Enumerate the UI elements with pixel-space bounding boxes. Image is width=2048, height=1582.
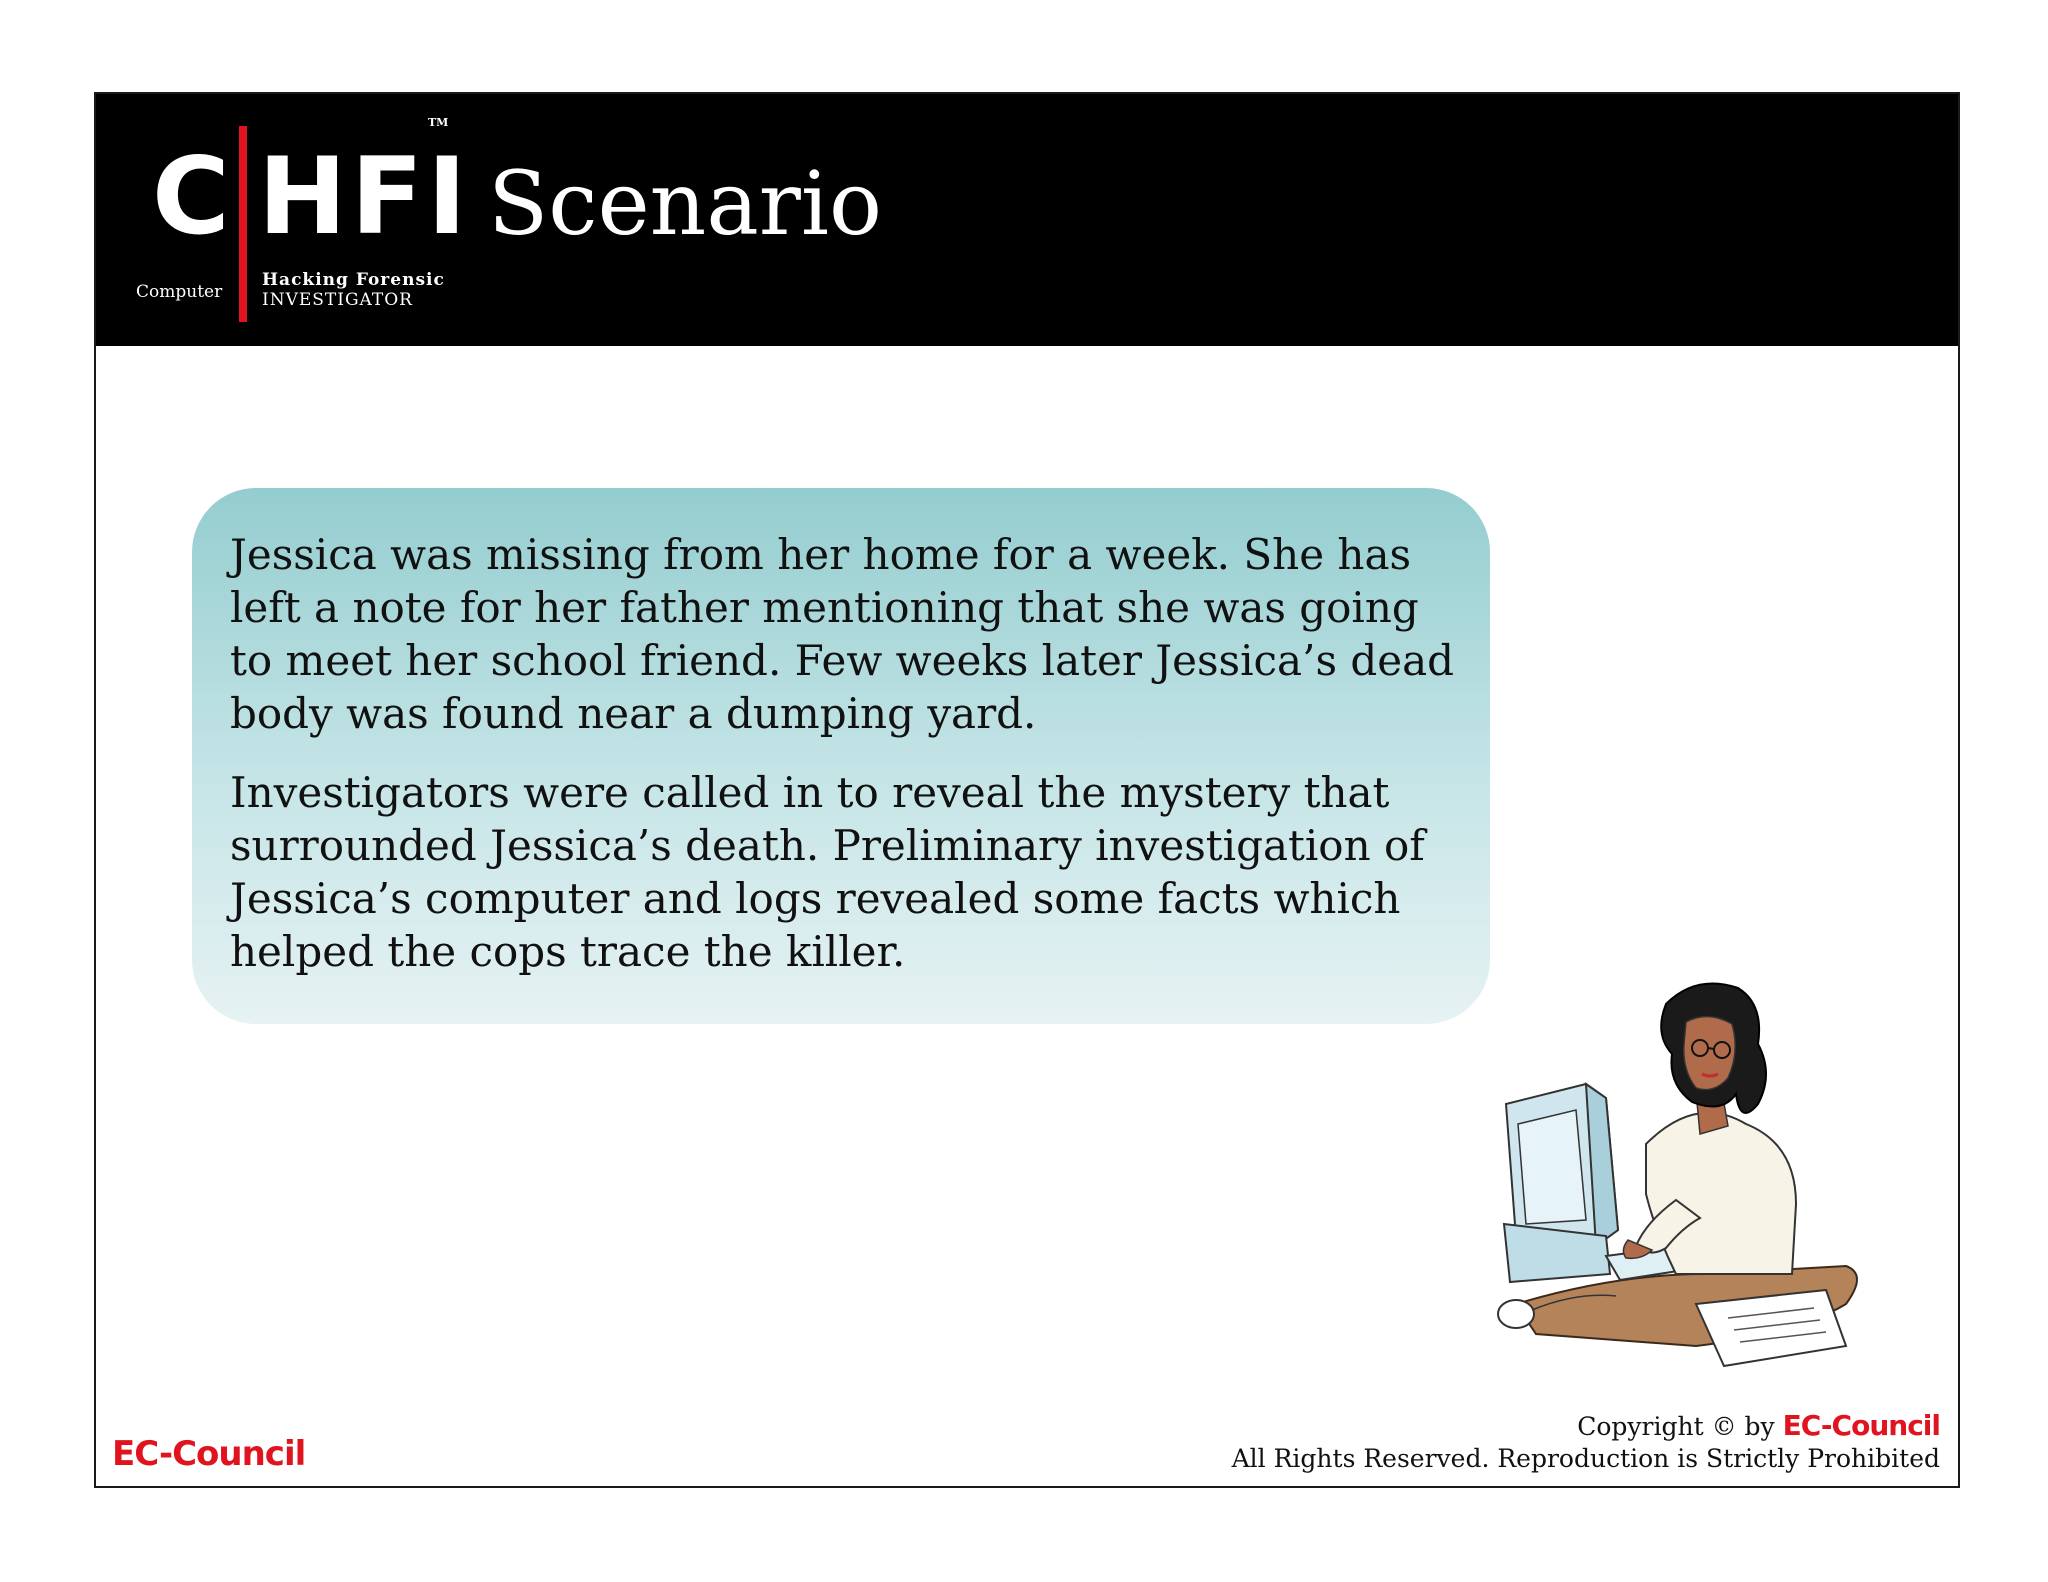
logo-trademark: TM — [428, 116, 449, 129]
slide — [94, 92, 1960, 1488]
logo-investigator-label: INVESTIGATOR — [262, 290, 413, 310]
woman-at-computer-illustration — [1496, 974, 1876, 1374]
logo-letters-hfi: HFI — [258, 135, 471, 258]
copyright-prefix: Copyright © by — [1577, 1412, 1775, 1441]
logo-red-bar — [239, 126, 247, 322]
copyright-line — [1232, 1410, 1940, 1443]
chfi-logo — [136, 112, 476, 332]
copyright-brand: EC-Council — [1782, 1409, 1940, 1442]
scenario-callout — [192, 488, 1490, 1024]
logo-computer-label: Computer — [136, 282, 223, 302]
logo-hacking-forensic-label: Hacking Forensic — [262, 270, 445, 290]
logo-letter-c: C — [152, 135, 230, 258]
scenario-paragraph-2: Investigators were called in to reveal the mystery that surrounded Jessica’s death. Preliminary investigation of Jessica’s computer and logs revealed some facts which helped the cops trace the killer. — [230, 768, 1425, 976]
header-bar — [96, 94, 1958, 346]
scenario-paragraph-1: Jessica was missing from her home for a week. She has left a note for her father mentioning that she was going to meet her school friend. Few weeks later Jessica’s dead body was found near a dumping yard. — [230, 530, 1455, 738]
copyright-notice — [1232, 1410, 1940, 1475]
page-title: Scenario — [488, 152, 882, 255]
ec-council-logo: EC-Council — [112, 1434, 306, 1474]
rights-line: All Rights Reserved. Reproduction is Strictly Prohibited — [1231, 1444, 1940, 1473]
